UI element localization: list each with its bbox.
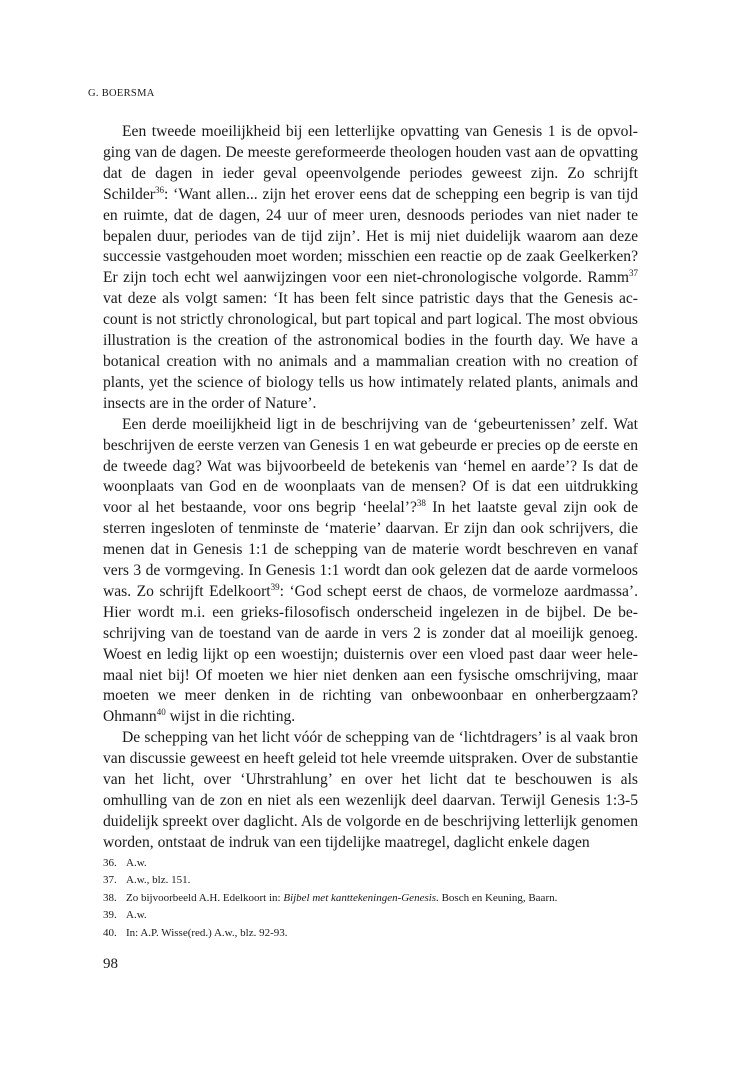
- body-text: [103, 122, 638, 854]
- footnote-37: [103, 872, 643, 889]
- footnote-text: A.w.: [126, 909, 147, 922]
- footnote-number: 40.: [103, 926, 117, 939]
- footnote-number: 38.: [103, 891, 117, 904]
- footnote-text: In: A.P. Wisse(red.) A.w., blz. 92-93.: [126, 926, 288, 939]
- footnote-number: 36.: [103, 857, 117, 869]
- text-run: : ‘Want allen... zijn het erover eens dat de schepping een begrip is van tijd en ruimte, dat de dagen, 24 uur of meer uren, desnoods periodes van niet nader te bepalen duur, periodes van de tijd zijn’. Het is mij niet duidelijk waarom aan deze successie vastgehouden moet worden; misschien een reactie op de zaak Geelkerken? Er zijn toch echt wel aanwijzingen voor een niet-chronologische volgorde. Ramm: [103, 185, 638, 287]
- page-number: 98: [103, 956, 118, 972]
- footnote-38: [103, 890, 643, 907]
- footnote-publisher: Bosch en Keuning, Baarn.: [438, 891, 558, 904]
- text-run: De schepping van het licht vóór de schepping van de ‘lichtdragers’ is al vaak bron van discussie geweest en heeft geleid tot hele vreemde uitspraken. Over de substantie van het licht, over ‘Uhrstrahlung’ en over het licht dat te beschouwen is als omhulling van de zon en niet als een wezenlijk deel daarvan. Terwijl Genesis 1:3-5 duidelijk spreekt over daglicht. Als de volgorde en de beschrijving letterlijk genomen worden, ontstaat de indruk van een tijdelijke maatregel, daglicht enkele dagen: [103, 729, 638, 851]
- footnote-book-title: Bijbel met kanttekeningen-Genesis.: [283, 891, 439, 904]
- text-run: In het laatste geval zijn ook de sterren ingesloten of tenminste de ‘materie’ daarvan. Er zijn dan ook schrijvers, die menen dat in Genesis 1:1 de schepping van de materie wordt beschreven en vanaf vers 3 de vormgeving. In Genesis 1:1 wordt dan ook gelezen dat de aarde vormeloos was. Zo schrijft Edelkoort: [103, 499, 638, 600]
- footnote-39: [103, 907, 643, 924]
- paragraph-1: [103, 122, 638, 415]
- footnote-number: 37.: [103, 874, 117, 887]
- footnotes: [103, 855, 643, 942]
- footnote-ref-38: 38: [416, 498, 426, 509]
- text-run: wijst in die richting.: [165, 708, 296, 726]
- text-run: vat deze als volgt samen: ‘It has been felt since patristic days that the Genesis account is not strictly chronological, but part topical and part logical. The most obvious illustration is the creation of the astronomical bodies in the fourth day. We have a botanical creation with no animals and a mammalian creation with no creation of plants, yet the science of biology tells us how intimately related plants, animals and insects are in the order of Nature’.: [103, 290, 638, 412]
- text-run: Een tweede moeilijkheid bij een letterlijke opvatting van Genesis 1 is de opvolging van de dagen. De meeste gereformeerde theologen houden vast aan de opvatting dat de dagen in ieder geval opeenvolgende periodes geweest zijn. Zo schrijft Schilder: [103, 123, 638, 203]
- footnote-text: Zo bijvoorbeeld A.H. Edelkoort in:: [126, 891, 284, 904]
- footnote-text: A.w.: [126, 857, 147, 869]
- footnote-ref-40: 40: [156, 707, 166, 718]
- footnote-ref-36: 36: [154, 184, 164, 195]
- running-head: G. BOERSMA: [88, 88, 155, 99]
- footnote-40: [103, 925, 643, 942]
- paragraph-2: [103, 415, 638, 729]
- footnote-text: A.w., blz. 151.: [126, 874, 191, 887]
- footnote-ref-37: 37: [629, 268, 638, 279]
- footnote-36: [103, 855, 643, 872]
- text-run: : ‘God schept eerst de chaos, de vormeloze aardmassa’. Hier wordt m.i. een grieks-filosofisch onderscheid ingelezen in de bijbel. De beschrijving van de toestand van de aarde in vers 2 is zonder dat al moeilijk genoeg. Woest en ledig lijkt op een woestijn; duisternis over een vloed past daar weer helemaal niet bij! Of moeten we hier niet denken aan een fysische omschrijving, maar moeten we meer denken in de richting van onbewoonbaar en onherbergzaam? Ohmann: [103, 582, 638, 726]
- footnote-ref-39: 39: [270, 581, 280, 592]
- footnote-number: 39.: [103, 909, 117, 922]
- paragraph-3: [103, 728, 638, 853]
- text-run: Een derde moeilijkheid ligt in de beschrijving van de ‘gebeurtenissen’ zelf. Wat beschrijven de eerste verzen van Genesis 1 en wat gebeurde er precies op de eerste en de tweede dag? Wat was bijvoorbeeld de betekenis van ‘hemel en aarde’? Is dat de woonplaats van God en de woonplaats van de mensen? Of is dat een uitdrukking voor al het bestaande, voor ons begrip ‘heelal’?: [103, 415, 638, 517]
